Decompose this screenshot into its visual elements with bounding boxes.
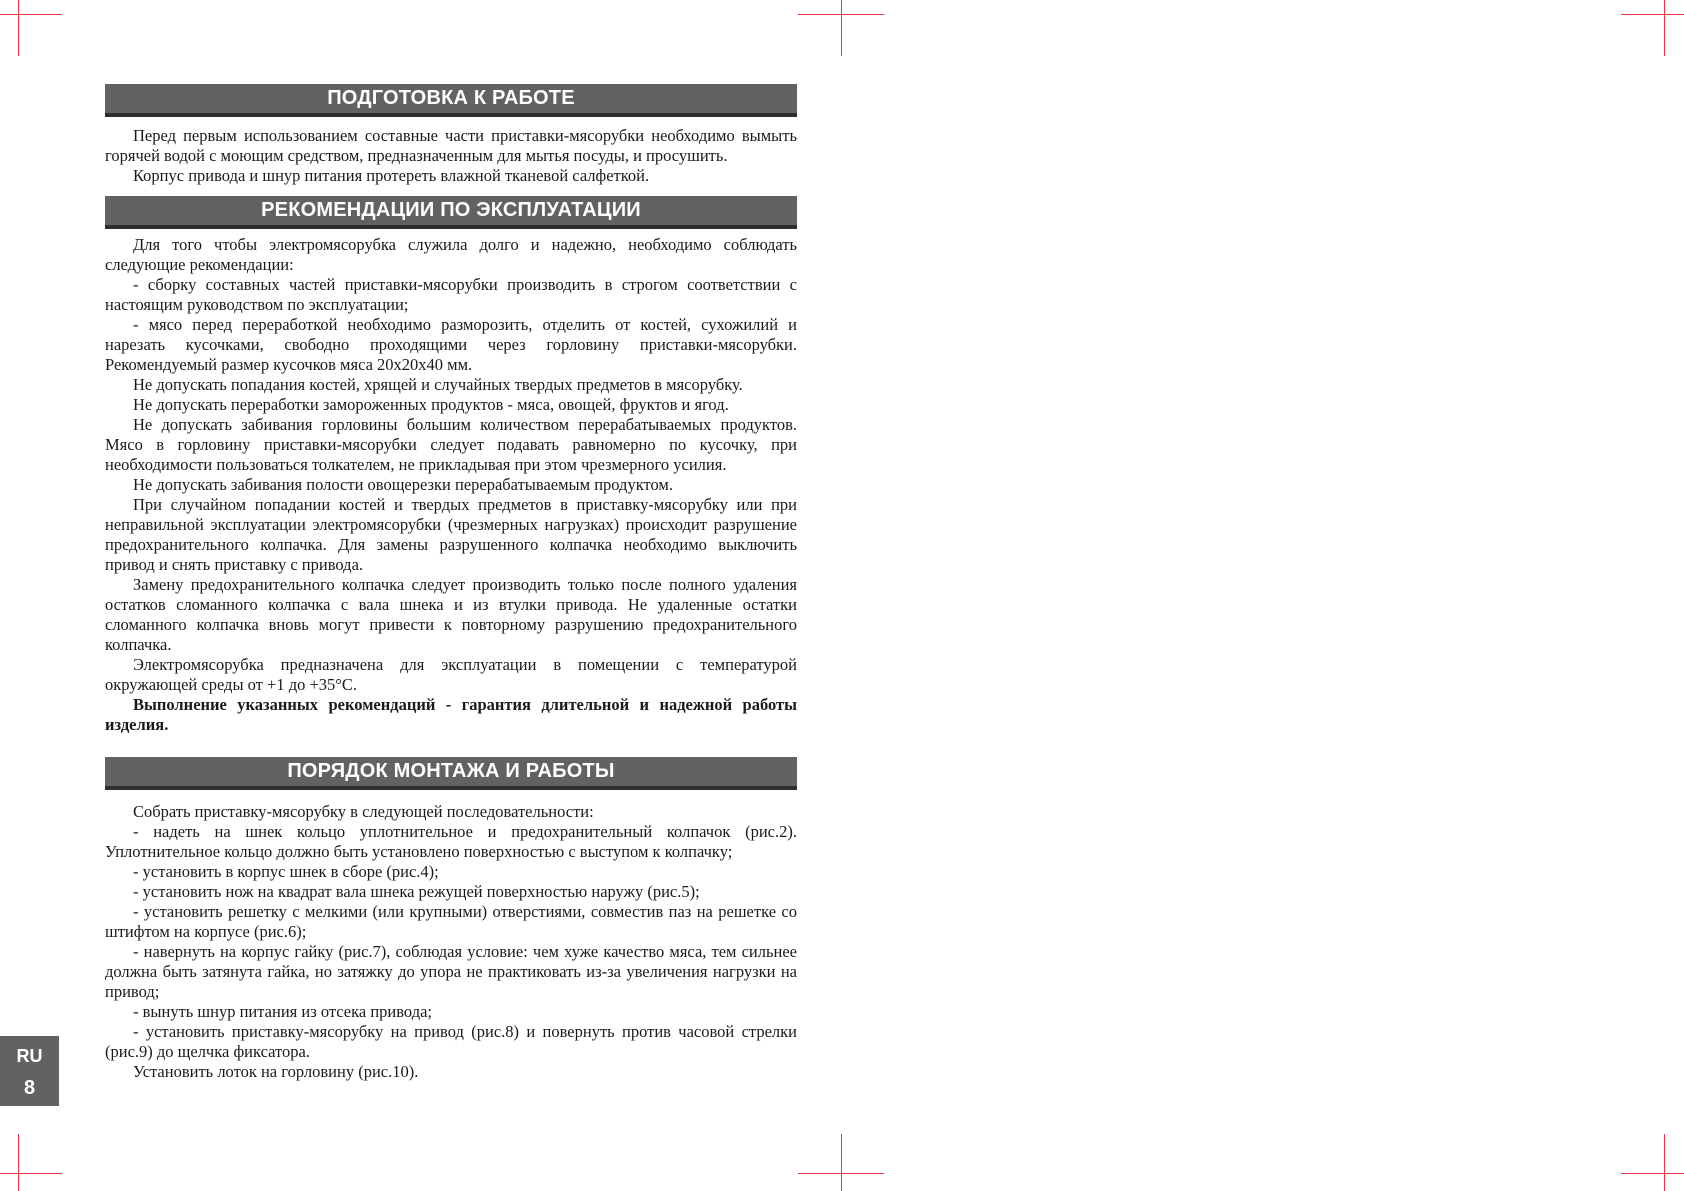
paragraph: Не допускать забивания горловины большим количеством перерабатываемых продуктов. Мясо в горловину приставки-мясорубки следует подавать равномерно по кусочку, при необходимости пользоваться толкателем, не прикладывая при этом чрезмерного усилия. [105,415,797,474]
paragraph: При случайном попадании костей и твердых предметов в приставку-мясорубку или при неправильной эксплуатации электромясорубки (чрезмерных нагрузках) происходит разрушение предохранительного колпачка. Для замены разрушенного колпачка необходимо выключить привод и снять приставку с привода. [105,495,797,574]
section-body-recommendations [105,235,797,735]
paragraph: - установить приставку-мясорубку на привод (рис.8) и повернуть против часовой стрелки (рис.9) до щелчка фиксатора. [105,1022,797,1061]
crop-mark [0,14,62,15]
crop-mark [841,0,842,56]
crop-mark [1664,1134,1665,1191]
paragraph: - навернуть на корпус гайку (рис.7), соблюдая условие: чем хуже качество мяса, тем сильнее должна быть затянута гайка, но затяжку до упора не практиковать из-за увеличения нагрузки на привод; [105,942,797,1001]
paragraph: - установить решетку с мелкими (или крупными) отверстиями, совместив паз на решетке со штифтом на корпусе (рис.6); [105,902,797,941]
section-body-assembly [105,802,797,1082]
crop-mark [1621,14,1684,15]
paragraph: Для того чтобы электромясорубка служила долго и надежно, необходимо соблюдать следующие рекомендации: [105,235,797,274]
page-number: 8 [23,1077,36,1099]
crop-mark [1621,1173,1684,1174]
paragraph: - вынуть шнур питания из отсека привода; [133,1002,433,1021]
section-title-preparation: ПОДГОТОВКА К РАБОТЕ [105,84,797,117]
page-tab [0,1036,59,1106]
crop-mark [1664,0,1665,56]
paragraph: - надеть на шнек кольцо уплотнительное и предохранительный колпачок (рис.2). Уплотнительное кольцо должно быть установлено поверхностью с выступом к колпачку; [105,822,797,861]
bold-paragraph: Выполнение указанных рекомендаций - гарантия длительной и надежной работы изделия. [105,695,797,734]
paragraph: Установить лоток на горловину (рис.10). [133,1062,419,1081]
section-title-recommendations: РЕКОМЕНДАЦИИ ПО ЭКСПЛУАТАЦИИ [105,196,797,229]
section-title-assembly: ПОРЯДОК МОНТАЖА И РАБОТЫ [105,757,797,790]
paragraph: - сборку составных частей приставки-мясорубки производить в строгом соответствии с настоящим руководством по эксплуатации; [105,275,797,314]
language-label: RU [16,1046,43,1066]
section-body-preparation [105,126,797,186]
paragraph: - мясо перед переработкой необходимо разморозить, отделить от костей, сухожилий и нарезать кусочками, свободно проходящими через горловину приставки-мясорубки. Рекомендуемый размер кусочков мяса 20х20х40 мм. [105,315,797,374]
crop-mark [18,0,19,56]
paragraph: Замену предохранительного колпачка следует производить только после полного удаления остатков сломанного колпачка с вала шнека и из втулки привода. Не удаленные остатки сломанного колпачка вновь могут привести к повторному разрушению предохранительного колпачка. [105,575,797,654]
paragraph: - установить в корпус шнек в сборе (рис.4); [133,862,439,881]
paragraph: Перед первым использованием составные части приставки-мясорубки необходимо вымыть горячей водой с моющим средством, предназначенным для мытья посуды, и просушить. [105,126,797,165]
crop-mark [0,1173,62,1174]
crop-mark [841,1134,842,1191]
paragraph: Электромясорубка предназначена для эксплуатации в помещении с температурой окружающей среды от +1 до +35°С. [105,655,797,694]
paragraph: Не допускать забивания полости овощерезки перерабатываемым продуктом. [133,475,673,494]
paragraph: Собрать приставку-мясорубку в следующей последовательности: [133,802,594,821]
paragraph: Корпус привода и шнур питания протереть влажной тканевой салфеткой. [133,166,650,185]
paragraph: - установить нож на квадрат вала шнека режущей поверхностью наружу (рис.5); [133,882,700,901]
paragraph: Не допускать попадания костей, хрящей и случайных твердых предметов в мясорубку. [133,375,743,394]
text-column [105,84,797,1082]
paragraph: Не допускать переработки замороженных продуктов - мяса, овощей, фруктов и ягод. [133,395,729,414]
crop-mark [18,1134,19,1191]
